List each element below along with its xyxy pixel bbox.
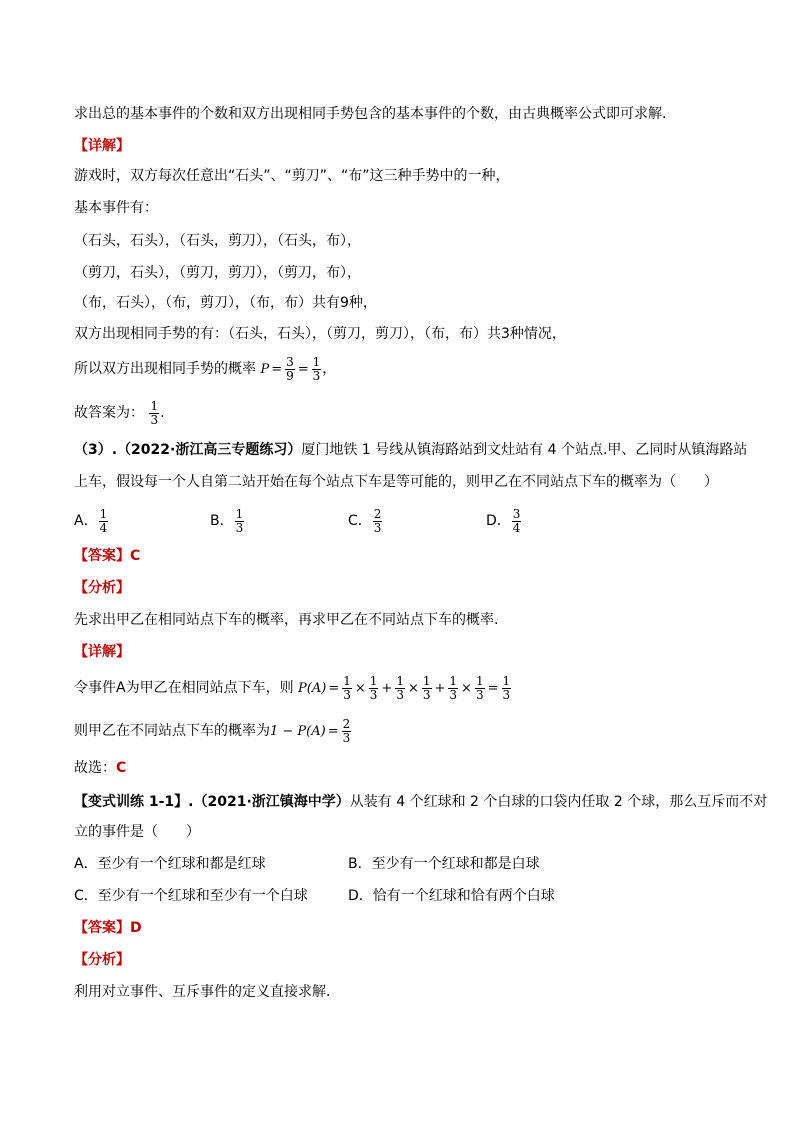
- q3-stem-line-1: [74, 440, 747, 460]
- q3-label: （3）.（2022·浙江高三专题练习）: [74, 442, 302, 458]
- q3-one-minus: 1 − P(A): [270, 724, 326, 739]
- answer-text: 故答案为：: [74, 405, 144, 421]
- same-gesture-text: 双方出现相同手势的有：（石头，石头），（剪刀，剪刀），（布，布）共3种情况，: [74, 326, 566, 342]
- q3-not-same-text: 则甲乙在不同站点下车的概率为: [74, 723, 270, 739]
- probability-variable: P: [260, 362, 270, 377]
- q3-result-fraction: $\frac{2}{3}$: [342, 716, 351, 745]
- q3-stem-line-2: 上车，假设每一个人自第二站开始在每个站点下车是等可能的，则甲乙在不同站点下车的概率为（ ）: [74, 474, 718, 490]
- variant-analysis-label: 【分析】: [74, 952, 130, 968]
- answer-fraction: $\frac{1}{3}$: [150, 398, 159, 427]
- variant-option-a[interactable]: A．至少有一个红球和都是红球: [74, 856, 266, 872]
- basic-events-label: 基本事件有：: [74, 200, 158, 216]
- fraction-1-3: $\frac{1}{3}$: [312, 354, 321, 383]
- variant-stem-line-2: 立的事件是（ ）: [74, 824, 200, 840]
- variant-answer: D: [130, 920, 142, 936]
- detail-label: 【详解】: [74, 138, 130, 154]
- variant-option-d[interactable]: D．恰有一个红球和恰有两个白球: [348, 888, 555, 904]
- variant-label: 【变式训练 1-1】.（2021·浙江镇海中学）: [74, 794, 350, 810]
- q3-event-text: 令事件A为甲乙在相同站点下车，则: [74, 680, 294, 696]
- variant-answer-line: 【答案】D: [74, 920, 142, 936]
- q3-answer: C: [130, 548, 141, 564]
- variant-option-c[interactable]: C．至少有一个红球和至少有一个白球: [74, 888, 308, 904]
- variant-stem-line-1: [74, 792, 767, 812]
- q3-option-c[interactable]: C． $\frac{2}{3}$: [348, 506, 382, 535]
- probability-line: 所以双方出现相同手势的概率 P = $\frac{3}{9}$ = $\frac{1}{3}$ ，: [74, 354, 337, 383]
- q3-option-d[interactable]: D． $\frac{3}{4}$: [486, 506, 521, 535]
- q3-detail-label: 【详解】: [74, 644, 130, 660]
- q3-analysis-label: 【分析】: [74, 580, 130, 596]
- game-text: 游戏时，双方每次任意出“石头”、“剪刀”、“布”这三种手势中的一种，: [74, 168, 510, 184]
- variant-analysis-text: 利用对立事件、互斥事件的定义直接求解．: [74, 984, 340, 1000]
- variant-stem-1: 从装有 4 个红球和 2 个白球的口袋内任取 2 个球，那么互斥而不对: [349, 794, 768, 810]
- q3-choose: C: [116, 760, 127, 776]
- events-row-2: （剪刀，石头），（剪刀，剪刀），（剪刀，布），: [74, 265, 361, 281]
- answer-line: 故答案为： $\frac{1}{3}$ .: [74, 398, 165, 427]
- events-row-1: （石头，石头），（石头，剪刀），（石头，布），: [74, 233, 361, 249]
- q3-analysis-text: 先求出甲乙在相同站点下车的概率，再求甲乙在不同站点下车的概率.: [74, 612, 499, 628]
- q3-pa: P(A): [298, 681, 327, 696]
- variant-option-b[interactable]: B．至少有一个红球和都是白球: [348, 856, 540, 872]
- q3-event-line: 令事件A为甲乙在相同站点下车，则 P(A) = $\frac{1}{3}$ × $\frac{1}{3}$ + $\frac{1}{3}$ × $\frac{1}{3}$ + $\frac{1}{3}$ × $\frac{1}{3}$ = $\frac{1}{3}$: [74, 673, 511, 702]
- q3-stem-1: 厦门地铁 1 号线从镇海路站到文灶站有 4 个站点.甲、乙同时从镇海路站: [301, 442, 748, 458]
- q3-answer-line: 【答案】C: [74, 548, 141, 564]
- q3-option-a[interactable]: A． $\frac{1}{4}$: [74, 506, 108, 535]
- probability-text: 所以双方出现相同手势的概率: [74, 361, 256, 377]
- intro-text: 求出总的基本事件的个数和双方出现相同手势包含的基本事件的个数，由古典概率公式即可求解.: [74, 106, 667, 122]
- q3-choose-line: 故选：C: [74, 760, 127, 776]
- q3-option-b[interactable]: B． $\frac{1}{3}$: [210, 506, 244, 535]
- q3-result-line: 则甲乙在不同站点下车的概率为1 − P(A) = $\frac{2}{3}$: [74, 716, 351, 745]
- events-row-3: （布，石头），（布，剪刀），（布，布）共有9种，: [74, 295, 377, 311]
- fraction-3-9: $\frac{3}{9}$: [286, 354, 294, 383]
